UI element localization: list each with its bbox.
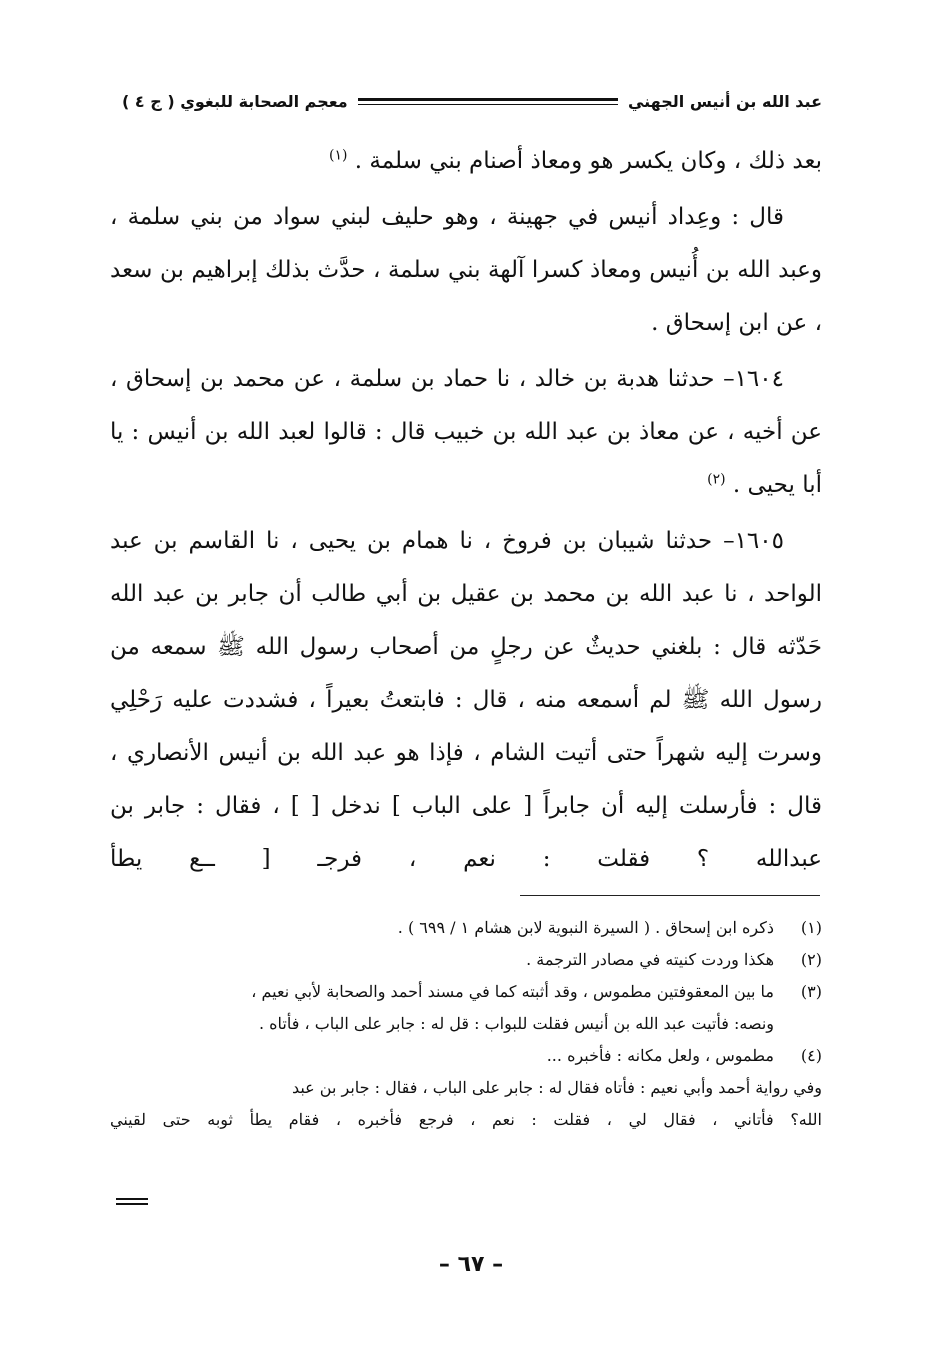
footnote-extra-line: الله؟ فأتاني ، فقال لي ، فقلت : نعم ، فرجع فأخبره ، فقام يطأ ثوبه حتى لقيني <box>110 1110 822 1129</box>
footnote-text: هكذا وردت كنيته في مصادر الترجمة . <box>526 950 774 969</box>
footnote-4 <box>110 1040 822 1072</box>
footnote-ref: (٢) <box>707 471 726 488</box>
header-right-title: عبد الله بن أنيس الجهني <box>627 91 822 111</box>
footnote-number: (٣) <box>800 982 822 1001</box>
paragraph-text: قال : وعِداد أنيس في جهينة ، وهو حليف لبني سواد من بني سلمة ، وعبد الله بن أُنيس ومعاذ كسرا آلهة بني سلمة ، حدَّث بذلك إبراهيم بن سعد ، عن ابن إسحاق . <box>110 204 822 336</box>
footnote-number: (٢) <box>800 950 822 969</box>
footnote-text: ذكره ابن إسحاق . ( السيرة النبوية لابن هشام ١ / ٦٩٩ ) . <box>397 918 774 937</box>
paragraph-text: بعد ذلك ، وكان يكسر هو ومعاذ أصنام بني سلمة . <box>354 148 822 174</box>
footnote-3-continuation: ونصه: فأتيت عبد الله بن أنيس فقلت للبواب : قل له : جابر على الباب ، فأتاه . <box>258 1014 774 1033</box>
paragraph-2 <box>110 191 822 350</box>
hadith-1605 <box>110 515 822 886</box>
footnote-separator <box>520 895 820 896</box>
header-rule <box>358 98 618 105</box>
footnote-text: مطموس ، ولعل مكانه : فأخبره ... <box>546 1046 774 1065</box>
footnote-extra-line: وفي رواية أحمد وأبي نعيم : فأتاه فقال له : جابر على الباب ، فقال : جابر بن عبد <box>291 1078 822 1097</box>
footnote-2 <box>110 944 822 976</box>
main-text <box>110 135 822 889</box>
header-left-title: معجم الصحابة للبغوي ( ج ٤ ) <box>122 91 348 111</box>
page-number: – ٦٧ – <box>438 1252 504 1277</box>
footnote-number: (١) <box>800 918 822 937</box>
footnotes <box>110 912 822 1136</box>
paragraph-text: ١٦٠٤– حدثنا هدبة بن خالد ، نا حماد بن سلمة ، عن محمد بن إسحاق ، عن أخيه ، عن معاذ بن عبد الله بن خبيب قال : قالوا لعبد الله بن أنيس : يا أبا يحيى . <box>110 366 822 498</box>
hadith-1604 <box>110 353 822 512</box>
continuation-mark <box>116 1198 148 1205</box>
footnote-1 <box>110 912 822 944</box>
paragraph-1 <box>110 135 822 188</box>
footnote-3 <box>110 976 822 1008</box>
footnote-text: ما بين المعقوفتين مطموس ، وقد أثبته كما في مسند أحمد والصحابة لأبي نعيم ، <box>251 982 774 1001</box>
running-header <box>122 84 822 118</box>
paragraph-text: ١٦٠٥– حدثنا شيبان بن فروخ ، نا همام بن يحيى ، نا القاسم بن عبد الواحد ، نا عبد الله بن محمد بن عقيل بن أبي طالب أن جابر بن عبد الله حَدّثه قال : بلغني حديثٌ عن رجلٍ من أصحاب رسول الله ﷺ سمعه من رسول الله ﷺ لم أسمعه منه ، قال : فابتعتُ بعيراً ، فشددت عليه رَحْلِي وسرت إليه شهراً حتى أتيت الشام ، فإذا هو عبد الله بن أنيس الأنصاري ، قال : فأرسلت إليه أن جابراً [ على الباب ] ندخل [ ] ، فقال : جابر بن عبدالله ؟ فقلت : نعم ، فرجـ [ ــع يطأ <box>110 528 822 872</box>
footnote-number: (٤) <box>800 1046 822 1065</box>
footnote-ref: (١) <box>328 147 348 164</box>
